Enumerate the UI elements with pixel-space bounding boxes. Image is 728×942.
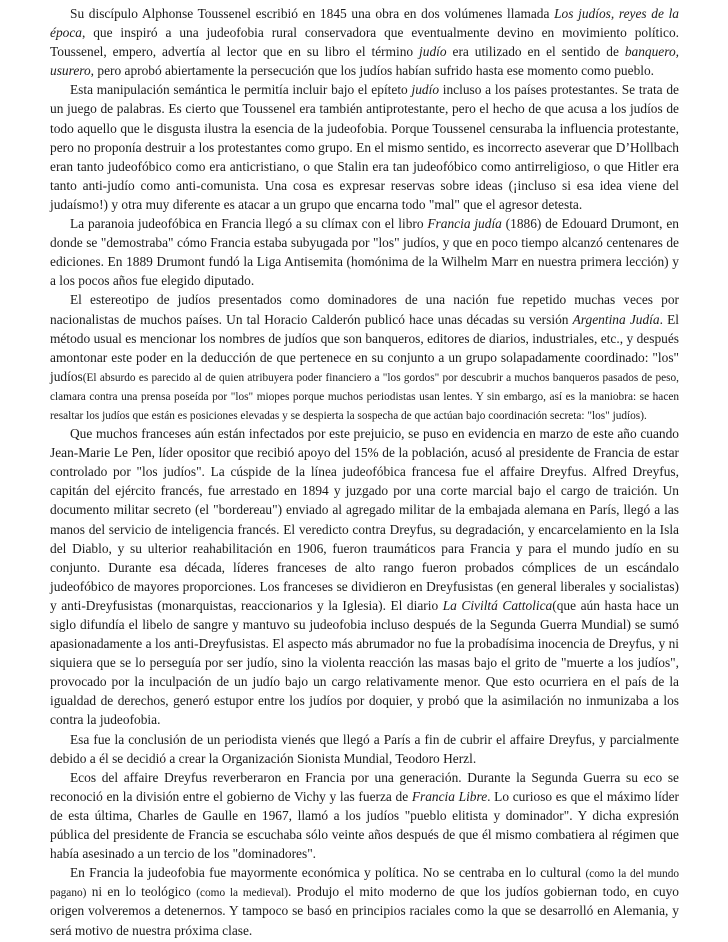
term-banquero-usurero: banquero, usurero [50,44,680,79]
book-title-argentina-judia: Argentina Judía [572,311,660,327]
aside-note-medieval: (como la medieval) [196,887,289,900]
text-run: Esta manipulación semántica le permitía incluir bajo el epíteto [70,82,412,98]
text-run: Su discípulo Alphonse Toussenel escribió en 1845 una obra en dos volúmenes llamada [70,6,555,21]
text-run: En Francia la judeofobia fue mayormente económica y política. No se centraba en lo cultural [70,865,586,881]
paragraph-toussenel-obra [50,4,679,80]
text-run: ni en lo teológico [86,884,197,900]
newspaper-title-civilta-cattolica: La Civiltá Cattolica [442,597,553,613]
term-francia-libre: Francia Libre [411,788,488,804]
term-judio: judío [411,82,440,98]
term-judio: judío [419,44,447,60]
paragraph-judeofobia-francia [50,863,679,939]
text-run: Que muchos franceses aún están infectados por este prejuicio, se puso en evidencia en marzo de este año cuando Jean-Marie Le Pen, líder opositor que recibió apoyo del 15% de la población, acusó al presidente de Francia de estar controlado por "los judíos". La cúspide de la línea judeofóbica francesa fue el affaire Dreyfus. Alfred Dreyfus, capitán del ejército francés, fue arrestado en 1894 y juzgado por una corte marcial bajo el cargo de traición. Un documento militar secreto (el "bordereau") enviado al agregado militar de la embajada alemana en París, llegó a las manos del servicio de inteligencia francés. El veredicto contra Dreyfus, su degradación, y encarcelamiento en la Isla del Diablo, y su ulterior reahabilitación en 1906, fueron traumáticos para Francia y para el mundo judío en su conjunto. Durante esa década, líderes franceses de alto rango fueron probados cómplices de un escándalo judeofóbico de mayores proporciones. Los franceses se dividieron en Dreyfusistas (en general liberales y socialistas) y anti-Dreyfusistas (monarquistas, reaccionarios y la Iglesia). El diario [50,426,679,613]
text-run: (que aún hasta hace un siglo difundía el libelo de sangre y mantuvo su judeofobia incluso después de la Segunda Guerra Mundial) se sumó apasionadamente a los anti-Dreyfusistas. El aspecto más abrumador no fue la probadísima inocencia de Dreyfus, y ni siquiera que se lo perseguía por ser judío, sino la violenta reacción las masas bajo el grito de "muerte a los judíos", provocado por la inculpación de un judío bajo un cargo relativamente menor. Que esto ocurriera en el país de la igualdad de derechos, generó estupor entre los judíos por doquier, y probó que la asimilación no inmunizaba a los contra la judeofobia. [50,597,680,728]
aside-note-gordos: (El absurdo es parecido al de quien atribuyera poder financiero a "los gordos" por descubrir a muchos banqueros pasados de peso, clamara contra una prensa poseída por "los" miopes porque muchos periodistas usan lentes. Y sin embargo, así es la maniobra: se hacen resaltar los judíos que están es posiciones elevadas y se despierta la sospecha de que actúan bajo coordinación secreta: "los" judíos). [50,371,679,422]
text-run: . Lo curioso es que el máximo líder de esta última, Charles de Gaulle en 1967, llamó a los judíos "pueblo elitista y dominador". Y dicha expresión pública del presidente de Francia se escuchaba sólo veinte años después de que él mismo combatiera al régimen que había asesinado a un tercio de los "dominadores". [50,788,679,862]
book-title-los-judios-reyes: Los judíos, reyes de la época [50,6,679,41]
text-run: El estereotipo de judíos presentados como dominadores de una nación fue repetido muchas veces por nacionalistas de muchos países. Un tal Horacio Calderón publicó hace unas décadas su versión [50,292,679,327]
text-run: , que inspiró a una judeofobia rural conservadora que eventualmente devino en movimiento político. Toussenel, empero, advertía al lector que en su libro el término [50,25,679,60]
paragraph-affaire-dreyfus [50,424,679,730]
paragraph-drumont [50,214,679,290]
paragraph-ecos-dreyfus [50,768,679,863]
text-run: Ecos del affaire Dreyfus reverberaron en Francia por una generación. Durante la Segunda Guerra su eco se reconoció en la división entre el gobierno de Vichy y las fuerza de [50,769,679,804]
text-run: Esa fue la conclusión de un periodista vienés que llegó a París a fin de cubrir el affaire Dreyfus, y parcialmente debido a él se decidió a crear la Organización Sionista Mundial, Teodoro Herzl. [50,731,679,766]
text-run: (1886) de Edouard Drumont, en donde se "demostraba" cómo Francia estaba subyugada por "los" judíos, y que en poco tiempo alcanzó centenares de ediciones. En 1889 Drumont fundó la Liga Antisemita (homónima de la Wilhelm Marr en nuestra primera lección) y a los pocos años fue elegido diputado. [50,216,679,289]
text-run: , pero aprobó abiertamente la persecución que los judíos habían sufrido hasta ese momento como pueblo. [90,63,655,79]
text-run: . Produjo el mito moderno de que los judíos gobiernan todo, en cuyo origen volveremos a detenernos. Y tampoco se basó en principios raciales como la que se desarrolló en Alemania, y será motivo de nuestra próxima clase. [50,884,680,938]
paragraph-herzl [50,730,679,768]
aside-note-mundo-pagano: (como la del mundo pagano) [50,868,679,900]
text-run: . El método usual es mencionar los nombres de judíos que son banqueros, editores de diarios, industriales, etc., y después amontonar este poder en la deducción de que pertenece en su conjunto a un grupo solapadamente coordinado: "los" judíos [50,311,679,384]
book-title-francia-judia: Francia judía [427,216,502,232]
paragraph-estereotipo [50,290,679,424]
paragraph-manipulacion-semantica [50,80,679,214]
text-run: incluso a los países protestantes. Se trata de un juego de palabras. Es cierto que Toussenel era también antiprotestante, pero el hecho de que acusa a los judíos de todo aquello que le disgusta ilustra la esencia de la judeofobia. Porque Toussenel censuraba la influencia protestante, pero no proponía destruir a los protestantes como grupo. En el mismo sentido, es incorrecto aseverar que D’Hollbach eran tanto judeofóbico como era anticristiano, o que Stalin era tan judeofóbico como antirreligioso, o que Hitler era tanto anti-judío como anti-comunista. Una cosa es expresar reservas sobre ideas (¡incluso si esa idea viene del judaísmo!) y otra muy diferente es atacar a un grupo que encarna todo "mal" que el agresor detesta. [50,82,679,212]
text-run: La paranoia judeofóbica en Francia llegó a su clímax con el libro [70,216,428,232]
text-run: era utilizado en el sentido de [446,44,625,60]
